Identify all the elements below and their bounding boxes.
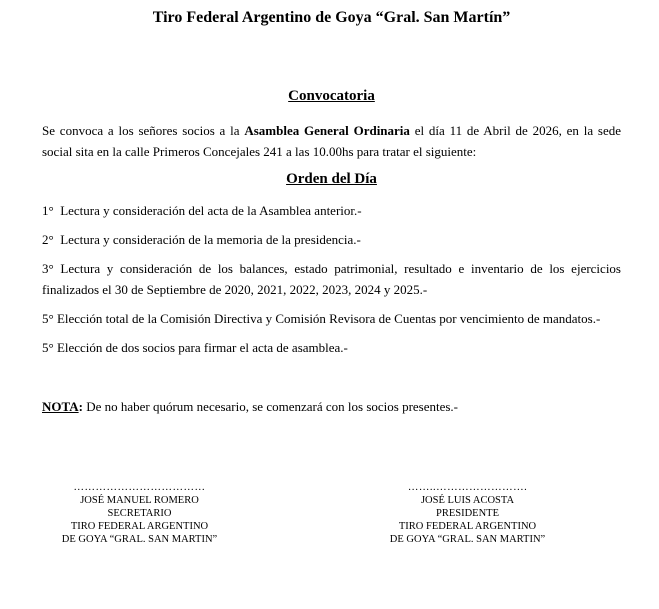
signatory-name: JOSÉ MANUEL ROMERO: [80, 495, 199, 507]
agenda-item-3: 3° Lectura y consideración de los balances, estado patrimonial, resultado e inventario de los ejercicios finalizados el 30 de Septiembre de 2020, 2021, 2022, 2023, 2024 y 2025.-: [42, 261, 621, 298]
intro-text-post: el día 11 de Abril de 2026, en la sede social sita en la calle Primeros Concejales 241 a las 10.00hs para tratar el siguiente:: [42, 123, 621, 160]
agenda-item-1: 1° Lectura y consideración del acta de la Asamblea anterior.-: [42, 203, 362, 219]
signatory-role: SECRETARIO: [107, 508, 172, 520]
note-paragraph: [42, 396, 621, 417]
org-name-line1: TIRO FEDERAL ARGENTINO: [70, 521, 209, 533]
signature-block-secretary: [42, 481, 237, 546]
intro-paragraph: [42, 120, 621, 162]
agenda-item-5: 5° Elección de dos socios para firmar el acta de asamblea.-: [42, 340, 348, 356]
org-name-line2: DE GOYA “GRAL. SAN MARTIN”: [61, 534, 218, 546]
org-name-line2: DE GOYA “GRAL. SAN MARTIN”: [389, 534, 546, 546]
note-text: De no haber quórum necesario, se comenzará con los socios presentes.-: [82, 399, 459, 415]
agenda-item-2: 2° Lectura y consideración de la memoria de la presidencia.-: [42, 232, 361, 248]
signatures-row: [42, 481, 621, 546]
signatory-name: JOSÉ LUIS ACOSTA: [420, 495, 515, 507]
intro-text-pre: Se convoca a los señores socios a la: [42, 123, 245, 139]
signatory-role: PRESIDENTE: [436, 508, 499, 520]
signature-dots-line: ………………………………: [73, 482, 206, 494]
note-label: NOTA:: [42, 399, 83, 415]
intro-text-bold: Asamblea General Ordinaria: [244, 123, 410, 139]
agenda-item-4: 5° Elección total de la Comisión Directiva y Comisión Revisora de Cuentas por vencimiento de mandatos.-: [42, 311, 601, 327]
signature-block-president: [370, 481, 565, 546]
signature-dots-line: ……..…………………….: [407, 482, 528, 494]
page-title: Tiro Federal Argentino de Goya “Gral. San Martín”: [152, 9, 511, 26]
org-name-line1: TIRO FEDERAL ARGENTINO: [398, 521, 537, 533]
orden-del-dia-heading: Orden del Día: [286, 171, 377, 188]
convocatoria-heading: Convocatoria: [288, 88, 375, 105]
